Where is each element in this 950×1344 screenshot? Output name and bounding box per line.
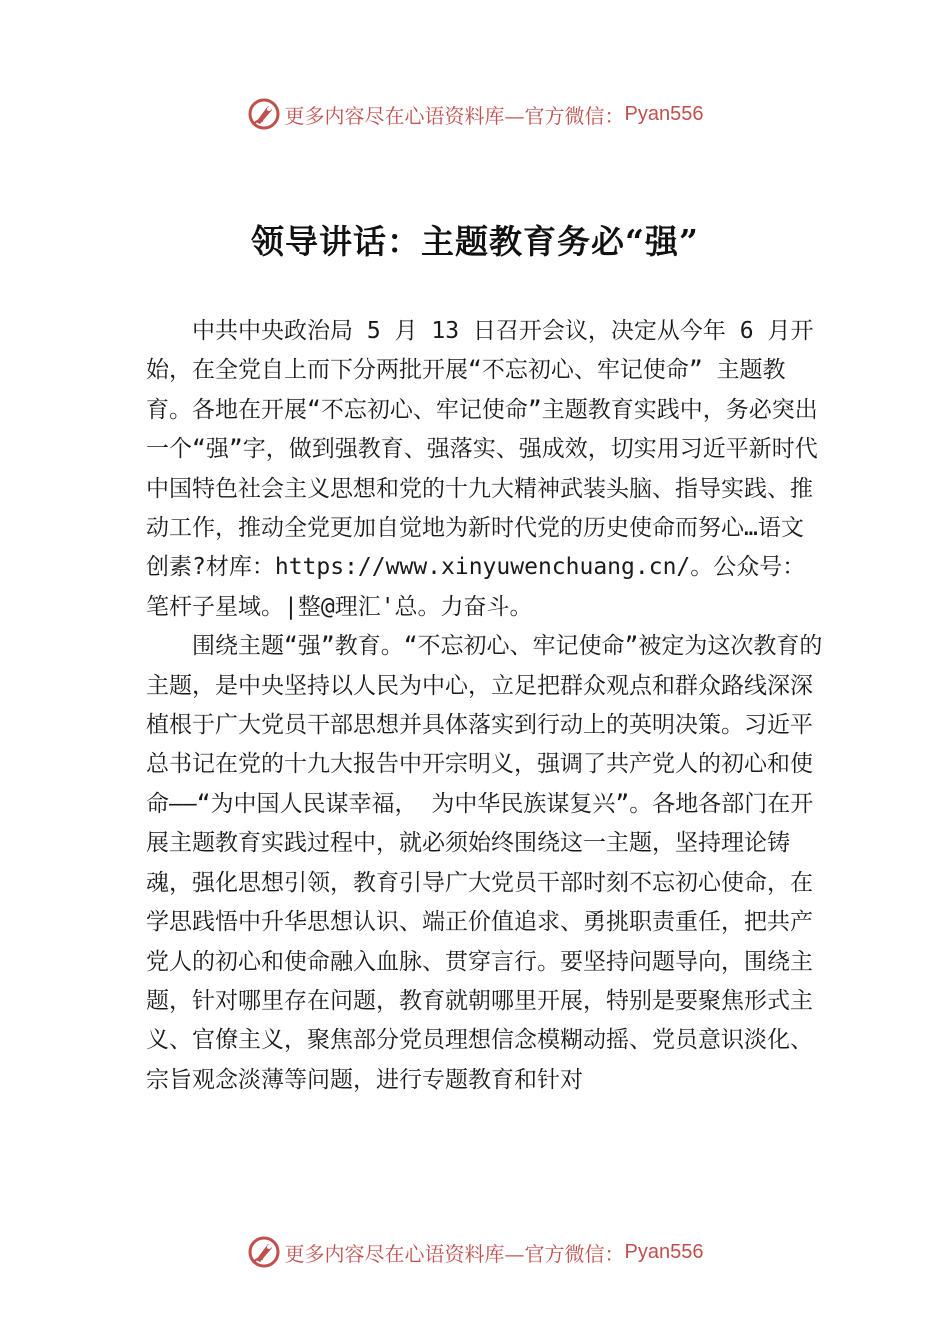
banner-text: 更多内容尽在心语资料库—官方微信：	[284, 1241, 625, 1266]
paragraph-2: 围绕主题“强”教育。“不忘初心、牢记使命”被定为这次教育的主题，是中央坚持以人民为中心，立足把群众观点和群众路线深深植根于广大党员干部思想并具体落实到行动上的英明决策。习近平总书记在党的十九大报告中开宗明义，强调了共产党人的初心和使命——“为中国人民谋幸福， 为中华民族谋复兴”。各地各部门在开展主题教育实践过程中，就必须始终围绕这一主题，坚持理论铸魂，强化思想引领，教育引导广大党员干部时刻不忘初心使命，在学思践悟中升华思想认识、端正价值追求、勇挑职责重任，把共产党人的初心和使命融入血脉、贯穿言行。要坚持问题导向，围绕主题，针对哪里存在问题，教育就朝哪里开展，特别是要聚焦形式主义、官僚主义，聚焦部分党员理想信念模糊动摇、党员意识淡化、宗旨观念淡薄等问题，进行专题教育和针对	[146, 633, 823, 1093]
banner-wechat-id: Pyan556	[624, 1240, 704, 1263]
banner-wechat-id: Pyan556	[624, 102, 704, 125]
pen-nib-logo-icon	[247, 97, 281, 131]
paragraph-1: 中共中央政治局 5 月 13 日召开会议，决定从今年 6 月开始，在全党自上而下分两批开展“不忘初心、牢记使命” 主题教育。各地在开展“不忘初心、牢记使命”主题教育实践中，务必突出一个“强”字，做到强教育、强落实、强成效，切实用习近平新时代中国特色社会主义思想和党的十九大精神武装头脑、指导实践、推动工作，推动全党更加自觉地为新时代党的历史使命而努心…语文创素?材库：https://www.xinyuwenchuang.cn/。公众号：笔杆子星域。|整@理汇'总。力奋斗。	[146, 318, 818, 620]
document-body	[146, 312, 826, 1100]
document-title: 领导讲话：主题教育务必“强”	[251, 222, 699, 261]
footer-banner	[0, 1232, 950, 1272]
banner-text: 更多内容尽在心语资料库—官方微信：	[284, 103, 625, 128]
pen-nib-logo-icon	[247, 1235, 281, 1269]
header-banner	[0, 94, 950, 134]
